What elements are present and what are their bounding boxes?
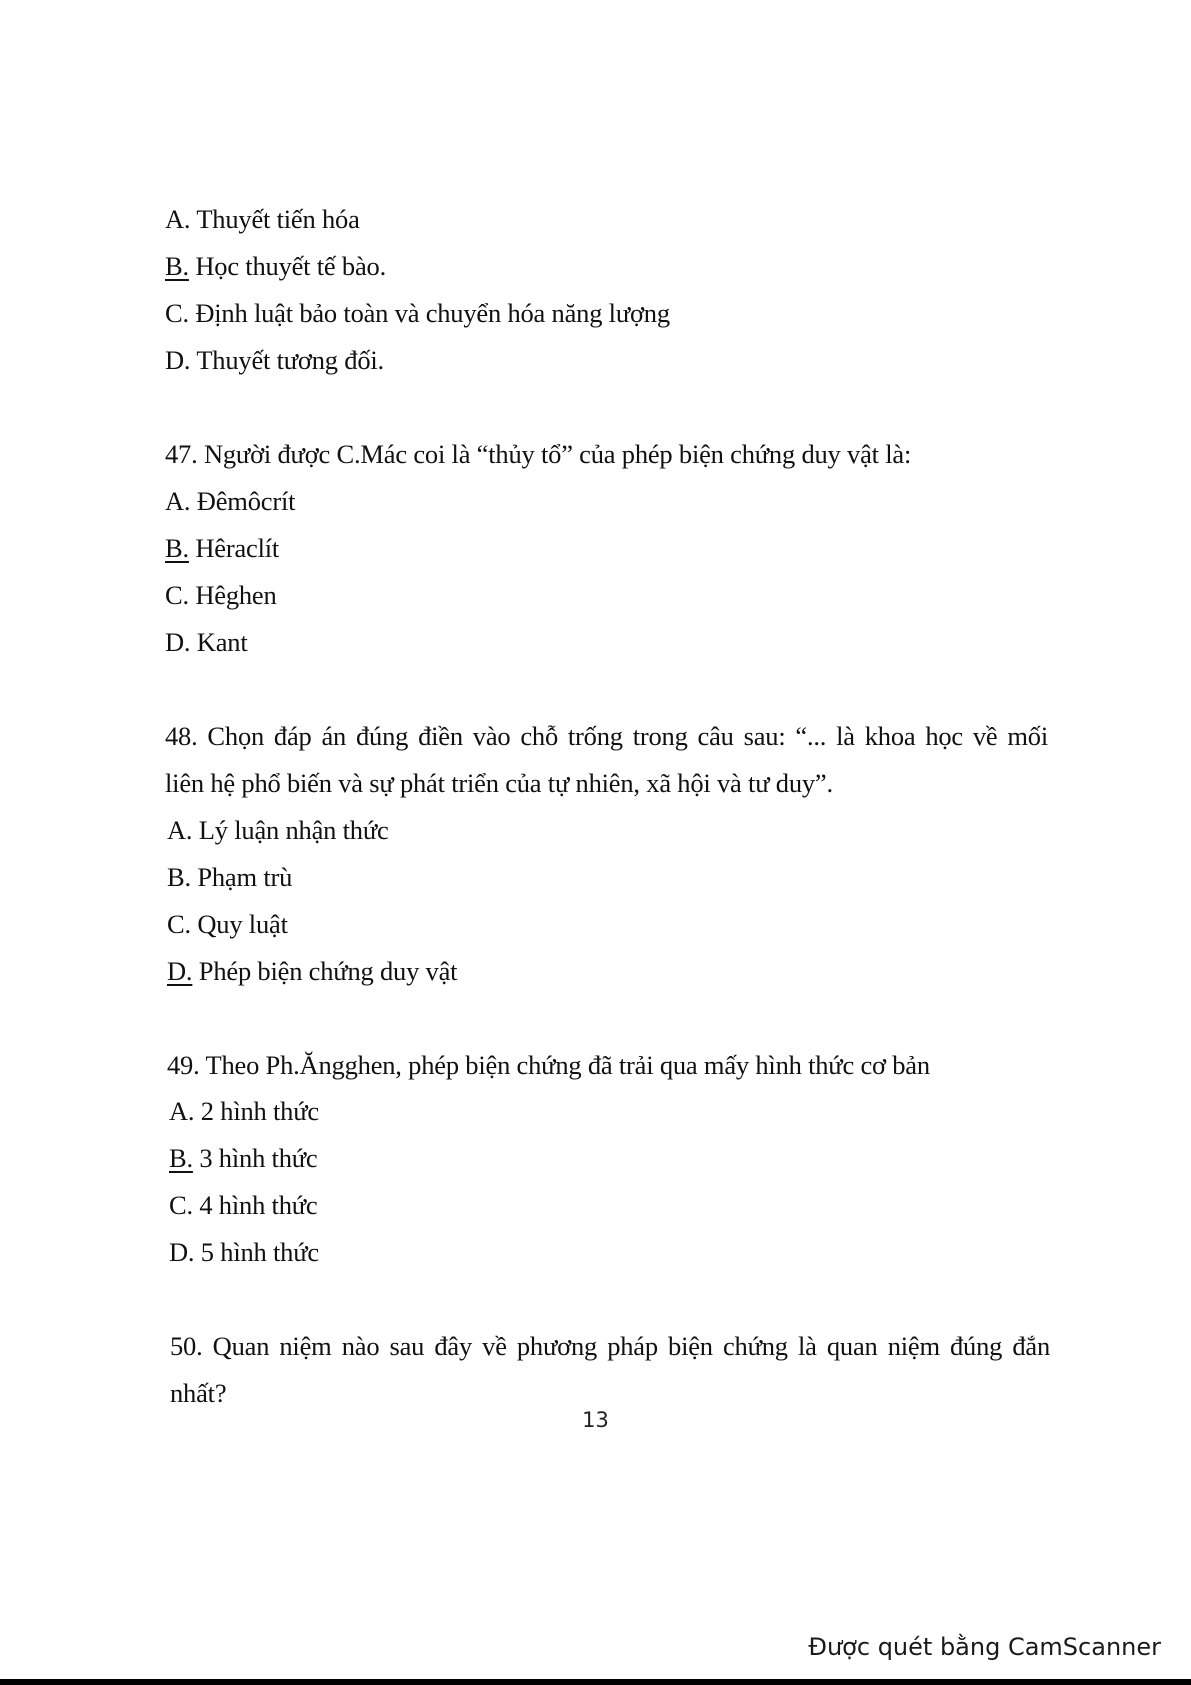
scanner-watermark: Được quét bằng CamScanner [808,1633,1161,1661]
option-letter: B. [167,862,191,892]
option-letter-correct: B. [169,1143,193,1173]
option-text: Kant [190,627,248,657]
q46-option-d [165,344,384,376]
option-letter: C. [165,298,189,328]
q47-option-c [165,579,277,611]
q50-question-line2: nhất? [170,1378,227,1408]
q47-question: 47. Người được C.Mác coi là “thủy tổ” của phép biện chứng duy vật là: [165,439,912,469]
option-text: 4 hình thức [192,1190,318,1220]
q49-option-c [169,1189,317,1221]
option-letter: C. [169,1190,193,1220]
option-letter: A. [169,1096,195,1126]
q46-option-a [165,203,360,235]
option-text: Thuyết tương đối. [190,345,384,375]
q49-question: 49. Theo Ph.Ăngghen, phép biện chứng đã trải qua mấy hình thức cơ bản [167,1050,930,1080]
option-text: Phép biện chứng duy vật [192,956,458,986]
q46-option-c [165,297,670,329]
q47-option-a [165,485,295,517]
option-text: Hêghen [188,580,277,610]
option-letter: D. [165,345,191,375]
option-letter-correct: D. [167,956,193,986]
option-letter: A. [165,204,191,234]
q48-option-d [167,955,457,987]
scan-edge-bar [0,1679,1191,1685]
option-letter-correct: B. [165,251,189,281]
option-text: Lý luận nhận thức [192,815,389,845]
q46-option-b [165,250,386,282]
q49-option-d [169,1236,319,1268]
option-letter: A. [167,815,193,845]
q48-option-c [167,908,288,940]
option-letter: D. [169,1237,195,1267]
q48-question-line2: liên hệ phổ biến và sự phát triển của tự nhiên, xã hội và tư duy”. [165,768,833,798]
option-text: 2 hình thức [194,1096,319,1126]
q50-question-line1: 50. Quan niệm nào sau đây về phương pháp biện chứng là quan niệm đúng đắn [170,1331,1050,1361]
q49-option-b [169,1142,317,1174]
option-text: Định luật bảo toàn và chuyển hóa năng lượng [188,298,670,328]
option-letter: A. [165,486,191,516]
option-text: Quy luật [190,909,288,939]
option-letter: C. [165,580,189,610]
option-text: Học thuyết tế bào. [188,251,387,281]
page-number: 13 [582,1408,609,1432]
option-text: 5 hình thức [194,1237,319,1267]
option-text: Phạm trù [190,862,293,892]
option-text: Thuyết tiến hóa [190,204,360,234]
option-letter: D. [165,627,191,657]
option-letter: C. [167,909,191,939]
q48-option-a [167,814,389,846]
option-text: 3 hình thức [192,1143,318,1173]
q48-question-line1: 48. Chọn đáp án đúng điền vào chỗ trống trong câu sau: “... là khoa học về mối [165,721,1048,751]
option-text: Hêraclít [188,533,280,563]
q48-option-b [167,861,292,893]
q47-option-d [165,626,248,658]
q49-option-a [169,1095,319,1127]
option-text: Đêmôcrít [190,486,296,516]
option-letter-correct: B. [165,533,189,563]
q47-option-b [165,532,279,564]
